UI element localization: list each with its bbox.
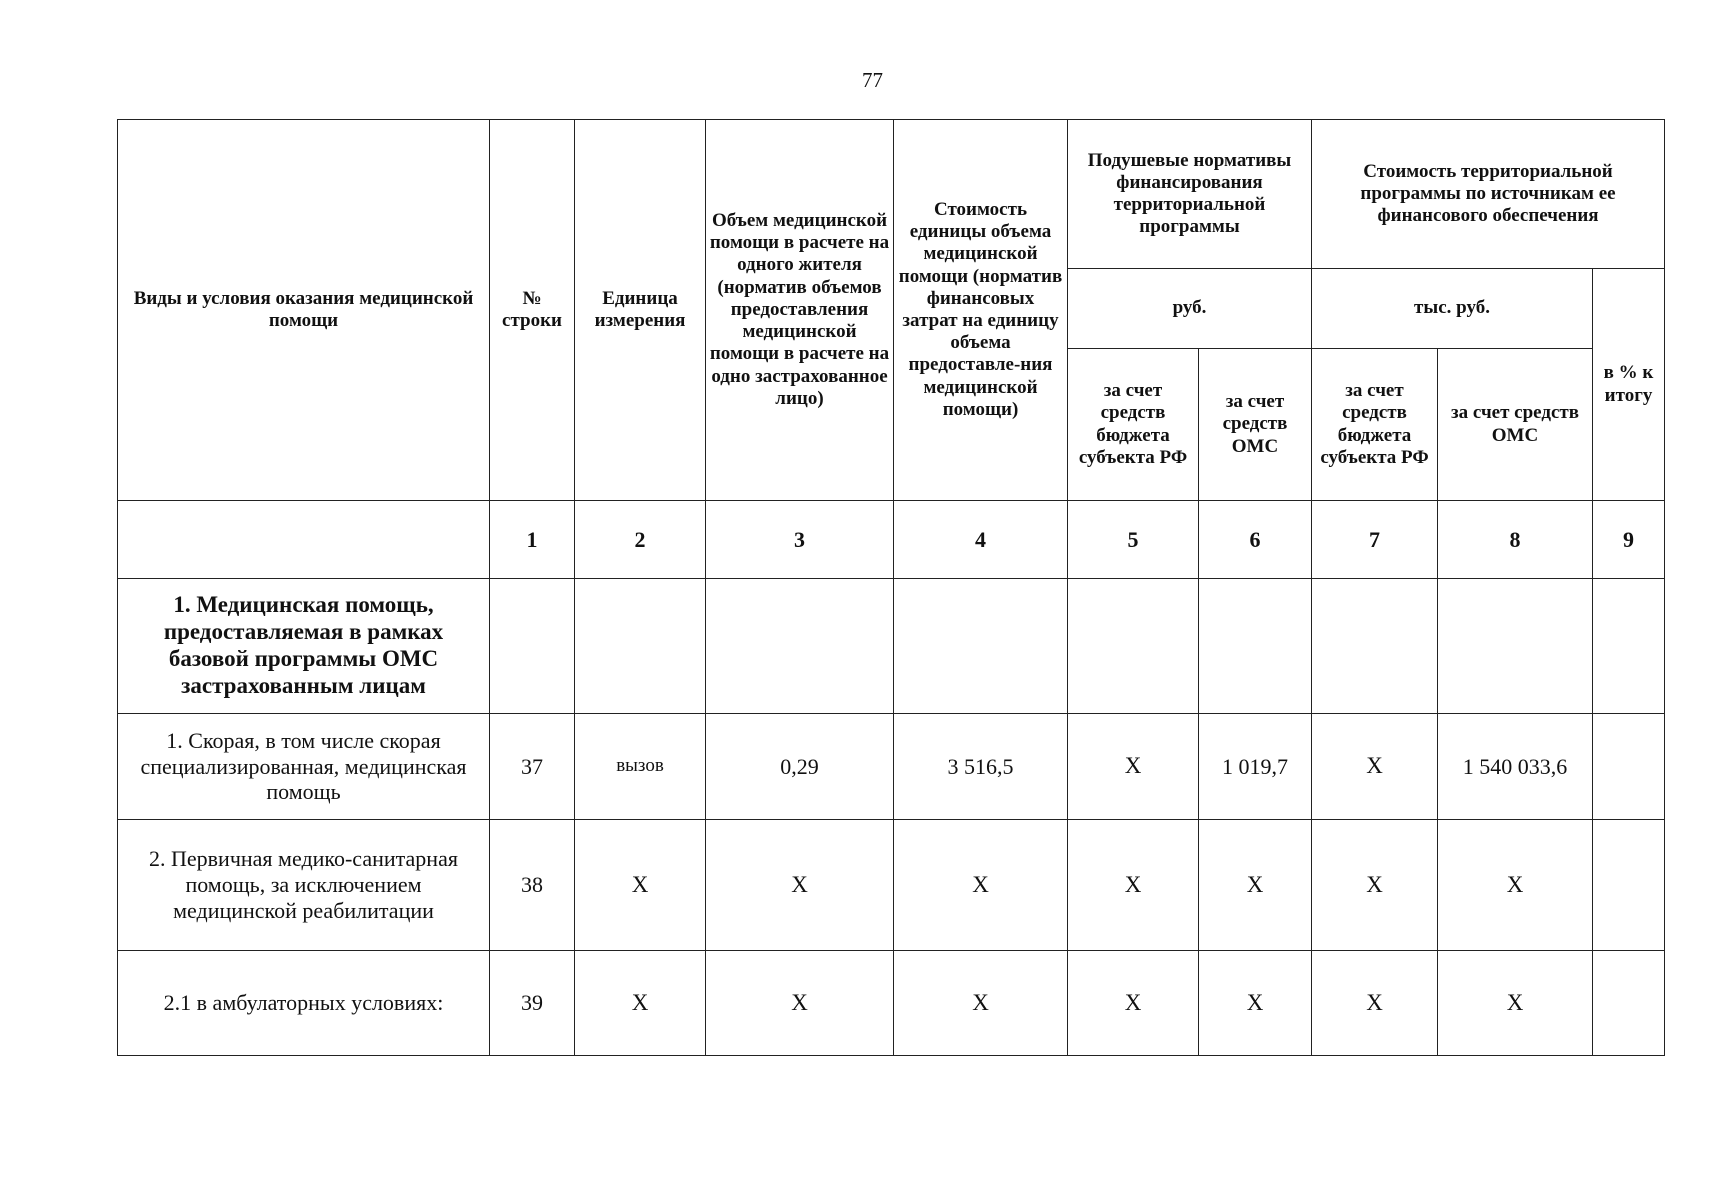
- row-percent: [1593, 714, 1665, 820]
- row-name: 1. Скорая, в том числе скорая специализированная, медицинская помощь: [118, 714, 490, 820]
- column-number: 9: [1593, 501, 1665, 579]
- column-number: 5: [1068, 501, 1199, 579]
- row-percent: [1593, 951, 1665, 1056]
- empty-cell: [1199, 579, 1312, 714]
- column-number: 3: [706, 501, 894, 579]
- empty-cell: [1438, 579, 1593, 714]
- header-percent-total: в % к итогу: [1593, 269, 1665, 501]
- header-thousand-rub: тыс. руб.: [1312, 269, 1593, 349]
- row-oms-rub: 1 019,7: [1199, 714, 1312, 820]
- section-title: 1. Медицинская помощь, предоставляемая в рамках базовой программы ОМС застрахованным лицам: [118, 579, 490, 714]
- section-row: [118, 579, 1665, 714]
- empty-cell: [1068, 579, 1199, 714]
- row-line: 39: [490, 951, 575, 1056]
- header-program-cost: Стоимость территориальной программы по источникам ее финансового обеспечения: [1312, 120, 1665, 269]
- row-cost: Х: [894, 951, 1068, 1056]
- column-number: 2: [575, 501, 706, 579]
- row-name: 2. Первичная медико-санитарная помощь, за исключением медицинской реабилитации: [118, 820, 490, 951]
- table-row: [118, 820, 1665, 951]
- column-number: 4: [894, 501, 1068, 579]
- column-number: [118, 501, 490, 579]
- row-oms-thousand: Х: [1438, 820, 1593, 951]
- row-oms-rub: Х: [1199, 820, 1312, 951]
- column-numbers-row: [118, 501, 1665, 579]
- header-budget-thousand: за счет средств бюджета субъекта РФ: [1312, 349, 1438, 501]
- row-budget-rub: Х: [1068, 714, 1199, 820]
- row-budget-rub: Х: [1068, 951, 1199, 1056]
- row-budget-thousand: Х: [1312, 714, 1438, 820]
- row-percent: [1593, 820, 1665, 951]
- row-oms-rub: Х: [1199, 951, 1312, 1056]
- row-oms-thousand: 1 540 033,6: [1438, 714, 1593, 820]
- financing-table: [117, 119, 1665, 1056]
- header-row-1: [118, 120, 1665, 269]
- empty-cell: [894, 579, 1068, 714]
- empty-cell: [575, 579, 706, 714]
- header-kinds: Виды и условия оказания медицинской помощи: [118, 120, 490, 501]
- row-budget-thousand: Х: [1312, 951, 1438, 1056]
- row-volume: Х: [706, 951, 894, 1056]
- column-number: 7: [1312, 501, 1438, 579]
- row-unit: Х: [575, 951, 706, 1056]
- row-line: 37: [490, 714, 575, 820]
- row-unit: Х: [575, 820, 706, 951]
- empty-cell: [1312, 579, 1438, 714]
- row-budget-rub: Х: [1068, 820, 1199, 951]
- row-unit: вызов: [575, 714, 706, 820]
- empty-cell: [490, 579, 575, 714]
- header-budget-rub: за счет средств бюджета субъекта РФ: [1068, 349, 1199, 501]
- header-per-capita: Подушевые нормативы финансирования территориальной программы: [1068, 120, 1312, 269]
- row-name: 2.1 в амбулаторных условиях:: [118, 951, 490, 1056]
- table-row: [118, 951, 1665, 1056]
- empty-cell: [706, 579, 894, 714]
- row-volume: 0,29: [706, 714, 894, 820]
- header-unit: Единица измерения: [575, 120, 706, 501]
- header-volume: Объем медицинской помощи в расчете на одного жителя (норматив объемов предоставления медицинской помощи в расчете на одно застрахованное лицо): [706, 120, 894, 501]
- column-number: 6: [1199, 501, 1312, 579]
- row-cost: Х: [894, 820, 1068, 951]
- row-oms-thousand: Х: [1438, 951, 1593, 1056]
- header-oms-rub: за счет средств ОМС: [1199, 349, 1312, 501]
- header-cost: Стоимость единицы объема медицинской помощи (норматив финансовых затрат на единицу объема предоставле-ния медицинской помощи): [894, 120, 1068, 501]
- row-budget-thousand: Х: [1312, 820, 1438, 951]
- header-oms-thousand: за счет средств ОМС: [1438, 349, 1593, 501]
- table-row: [118, 714, 1665, 820]
- header-rub: руб.: [1068, 269, 1312, 349]
- row-volume: Х: [706, 820, 894, 951]
- row-line: 38: [490, 820, 575, 951]
- column-number: 1: [490, 501, 575, 579]
- column-number: 8: [1438, 501, 1593, 579]
- empty-cell: [1593, 579, 1665, 714]
- header-row-no: № строки: [490, 120, 575, 501]
- row-cost: 3 516,5: [894, 714, 1068, 820]
- page-number: 77: [862, 68, 883, 92]
